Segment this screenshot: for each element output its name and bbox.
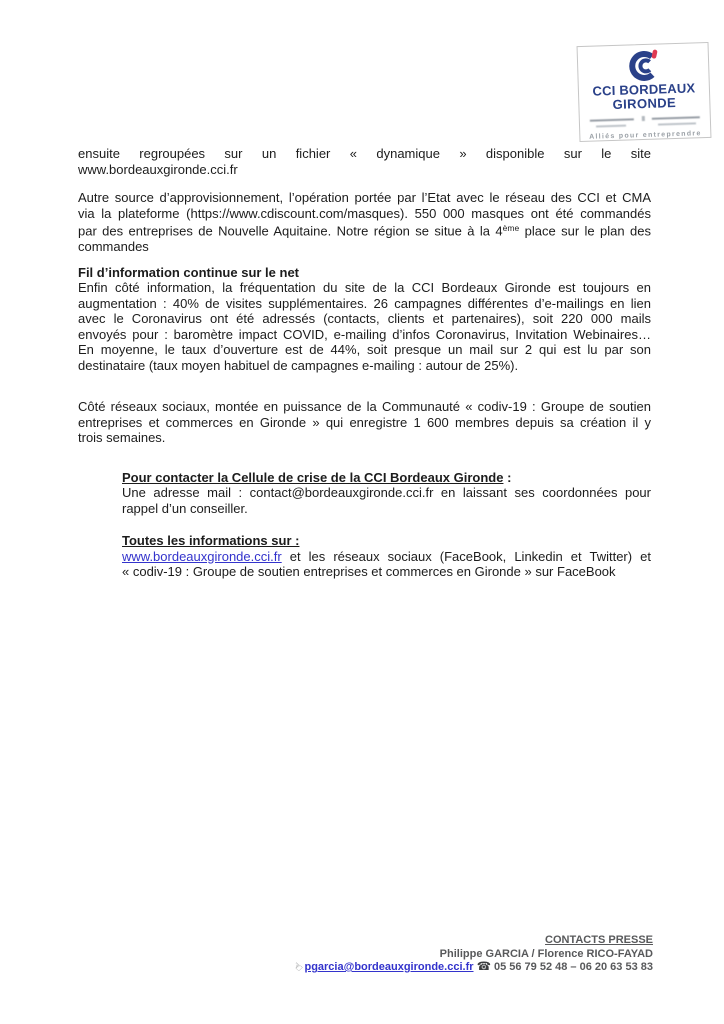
heading-contact-cellule bbox=[122, 470, 651, 486]
text-line bbox=[78, 311, 651, 327]
text-line bbox=[78, 342, 651, 358]
text-span: Toutes les informations sur : bbox=[122, 533, 300, 548]
text-span: Pour contacter la Cellule de crise de la CCI Bordeaux Gironde bbox=[122, 469, 504, 485]
blurred-text-bar bbox=[590, 118, 634, 121]
text-line bbox=[78, 162, 651, 178]
text-span: « codiv-19 : Groupe de soutien entreprises et commerces en Gironde » sur FaceBook bbox=[122, 564, 616, 579]
press-contact-names bbox=[292, 948, 653, 962]
text-line bbox=[78, 190, 651, 206]
phone-icon: ☎ bbox=[476, 961, 491, 973]
text-span: En moyenne, le taux d’ouverture est de 44%, soit presque un mail sur 2 qui est lu par son bbox=[78, 342, 651, 357]
text-span: ème bbox=[502, 223, 520, 233]
text-line bbox=[292, 934, 653, 948]
heading-fil-information bbox=[78, 265, 651, 281]
press-email-link[interactable]: pgarcia@bordeauxgironde.cci.fr bbox=[304, 961, 474, 973]
website-link[interactable]: www.bordeauxgironde.cci.fr bbox=[122, 548, 282, 564]
contacts-presse-heading bbox=[292, 934, 653, 948]
press-contacts-footer bbox=[289, 934, 653, 975]
text-span: par des entreprises de Nouvelle Aquitaine. Notre région se situe à la 4 bbox=[78, 223, 503, 239]
logo-address-blurred bbox=[590, 114, 700, 130]
text-line bbox=[78, 239, 651, 255]
text-span: Côté réseaux sociaux, montée en puissance de la Communauté « codiv-19 : Groupe de soutien bbox=[78, 399, 651, 414]
text-line bbox=[78, 430, 651, 446]
text-span: ensuite regroupées sur un fichier « dynamique » disponible sur le site bbox=[78, 146, 651, 161]
cci-logo-mark-icon bbox=[623, 48, 664, 83]
text-span: et les réseaux sociaux (FaceBook, Linkedin et Twitter) et bbox=[281, 548, 651, 564]
text-line bbox=[122, 501, 651, 517]
text-line bbox=[78, 206, 651, 222]
text-line bbox=[122, 549, 651, 565]
text-line bbox=[78, 415, 651, 431]
text-span: place sur le plan des bbox=[519, 223, 651, 239]
paragraph-contact-cellule bbox=[122, 485, 651, 516]
text-span: Autre source d’approvisionnement, l’opération portée par l’Etat avec le réseau des CCI et CMA bbox=[78, 190, 651, 205]
text-span: destinataire (taux moyen habituel de campagnes e-mailing : autour de 25%). bbox=[78, 357, 519, 373]
text-span: Enfin côté information, la fréquentation du site de la CCI Bordeaux Gironde est toujours en bbox=[78, 280, 651, 295]
text-span: Une adresse mail : contact@bordeauxgironde.cci.fr en laissant ses coordonnées pour bbox=[122, 485, 651, 500]
text-line bbox=[78, 358, 651, 374]
paragraph-intro bbox=[78, 146, 651, 177]
text-line bbox=[122, 533, 651, 549]
text-span: entreprises et commerces en Gironde » qui enregistre 1 600 membres depuis sa création il y bbox=[78, 414, 651, 430]
logo-name-line2: GIRONDE bbox=[612, 95, 677, 112]
hand-pointer-icon: ☜ bbox=[289, 959, 305, 975]
heading-toutes-informations bbox=[122, 533, 651, 549]
text-span: 05 56 79 52 48 – 06 20 63 53 83 bbox=[490, 961, 653, 973]
text-span: envoyés pour : baromètre impact COVID, e-mailing d’infos Coronavirus, Invitation Webinaires… bbox=[78, 326, 651, 342]
blurred-text-bar bbox=[641, 116, 644, 121]
text-line bbox=[289, 959, 653, 975]
company-logo bbox=[577, 42, 712, 142]
text-span: CONTACTS PRESSE bbox=[545, 934, 653, 946]
text-line bbox=[122, 564, 651, 580]
text-line bbox=[78, 221, 651, 239]
text-span: augmentation : 40% de visites supplémentaires. 26 campagnes différentes d’e-mailings en lien bbox=[78, 295, 651, 311]
text-line bbox=[122, 470, 651, 486]
paragraph-approvisionnement bbox=[78, 190, 651, 255]
blurred-text-bar bbox=[596, 125, 626, 127]
blurred-text-bar bbox=[652, 116, 700, 120]
text-line bbox=[292, 948, 653, 962]
paragraph-toutes-informations bbox=[122, 549, 651, 580]
text-span: Fil d’information continue sur le net bbox=[78, 264, 300, 280]
text-span: rappel d’un conseiller. bbox=[122, 500, 248, 516]
logo-tagline: Alliés pour entreprendre bbox=[589, 129, 702, 141]
text-span: Philippe GARCIA / Florence RICO-FAYAD bbox=[439, 947, 653, 960]
text-line bbox=[78, 327, 651, 343]
text-line bbox=[122, 485, 651, 501]
text-span: trois semaines. bbox=[78, 430, 166, 445]
text-span: avec le Coronavirus ont été adressés (contacts, clients et partenaires), soit 220 000 mails bbox=[78, 311, 651, 326]
paragraph-reseaux-sociaux bbox=[78, 399, 651, 446]
text-line bbox=[78, 296, 651, 312]
text-span: commandes bbox=[78, 239, 149, 254]
document-body bbox=[78, 146, 651, 580]
text-line bbox=[78, 265, 651, 281]
text-span: : bbox=[503, 469, 512, 485]
blurred-text-bar bbox=[658, 122, 696, 125]
text-span: www.bordeauxgironde.cci.fr bbox=[78, 161, 238, 177]
press-contact-details bbox=[289, 959, 653, 975]
logo-name-line1: CCI BORDEAUX bbox=[592, 80, 696, 99]
text-line bbox=[78, 399, 651, 415]
paragraph-fil-information bbox=[78, 280, 651, 373]
text-line bbox=[78, 280, 651, 296]
text-line bbox=[78, 146, 651, 162]
text-span: via la plateforme (https://www.cdiscount.com/masques). 550 000 masques ont été commandés bbox=[78, 205, 651, 221]
